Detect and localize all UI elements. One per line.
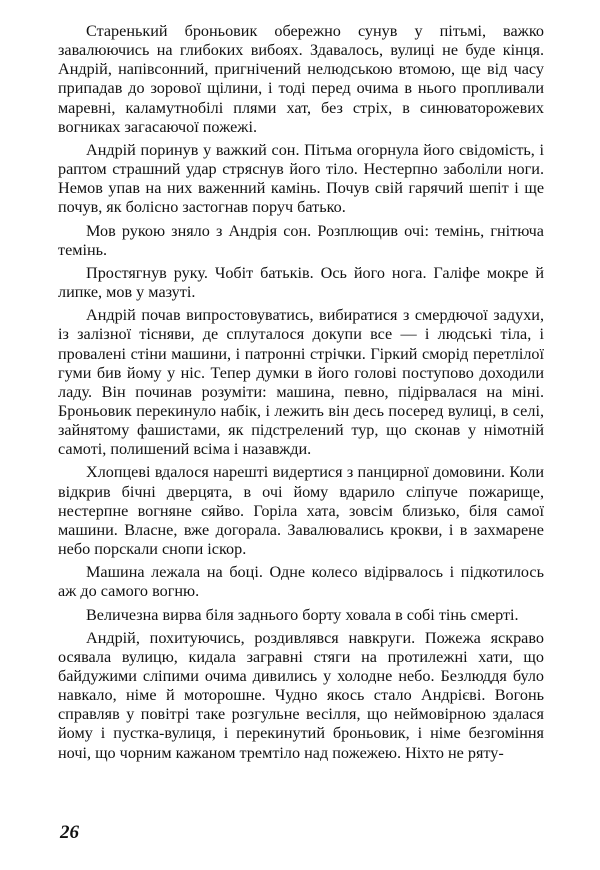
paragraph-5: Андрій почав випростовуватись, вибиратися з смердючої задухи, із залізної тісняви, де сплуталося докупи все — і людські тіла, і провалені стіни машини, і патронні стрічки. Гіркий сморід перетлілої гуми бив йому у ніс. Тепер думки в його голові поступово доходили ладу. Він починав розуміти: машина, певно, підірвалася на міні. Броньовик перекинуло набік, і лежить він десь посеред вулиці, в селі, зайнятому фашистами, як підстрелений тур, що сконав у німотній самоті, полишений всіма і назавжди. <box>58 306 544 459</box>
paragraph-6: Хлопцеві вдалося нарешті видертися з панцирної домовини. Коли відкрив бічні дверцята, в очі йому вдарило сліпуче пожарище, нестерпне вогняне сяйво. Горіла хата, зовсім близько, біля самої машини. Власне, вже догорала. Завалювались крокви, і в захмарене небо порскали снопи іскор. <box>58 463 544 559</box>
paragraph-8: Величезна вирва біля заднього борту ховала в собі тінь смерті. <box>86 605 519 624</box>
paragraph-1: Старенький броньовик обережно сунув у пітьмі, важко завалюючись на глибоких вибоях. Здавалось, вулиці не буде кінця. Андрій, напівсонний, пригнічений нелюдською втомою, ще від часу припадав до зорової щілини, і тоді перед очима в нього пропливали маревні, каламутнобілі плями хат, без стріх, в синюваторожевих вогниках загасаючої пожежі. <box>58 22 544 136</box>
paragraph-9: Андрій, похитуючись, роздивлявся навкруги. Пожежа яскраво осявала вулицю, кидала загравні стяги на протилежні хати, що байдужими сліпими очима дивились у холодне небо. Безлюддя було навкало, німе й моторошне. Чудно якось стало Андрієві. Вогонь справляв у повітрі таке розгульне весілля, що неймовірною здалася йому і пуcтка-вулиця, і перекинутий броньовик, і німе безгоміння ночі, що чорним кажаном тремтіло над пожежею. Ніхто не ряту- <box>58 628 544 762</box>
paragraph-4: Простягнув руку. Чобіт батьків. Ось його нога. Галіфе мокре й липке, мов у мазуті. <box>58 263 544 302</box>
paragraph-2: Андрій поринув у важкий сон. Пітьма огорнула його свідомість, і раптом страшний удар стряснув його тіло. Нестерпно заболіли ноги. Немов упав на них важенний камінь. Почув свій гарячий шепіт і ще почув, як болісно застогнав поруч батько. <box>58 140 544 217</box>
paragraph-7: Машина лежала на боці. Одне колесо відірвалось і підкотилось аж до самого вогню. <box>58 563 544 601</box>
paragraph-3: Мов рукою зняло з Андрія сон. Розплющив очі: темінь, гнітюча темінь. <box>58 221 544 259</box>
body-text <box>58 22 544 763</box>
book-page <box>58 22 544 848</box>
page-number: 26 <box>60 822 79 843</box>
